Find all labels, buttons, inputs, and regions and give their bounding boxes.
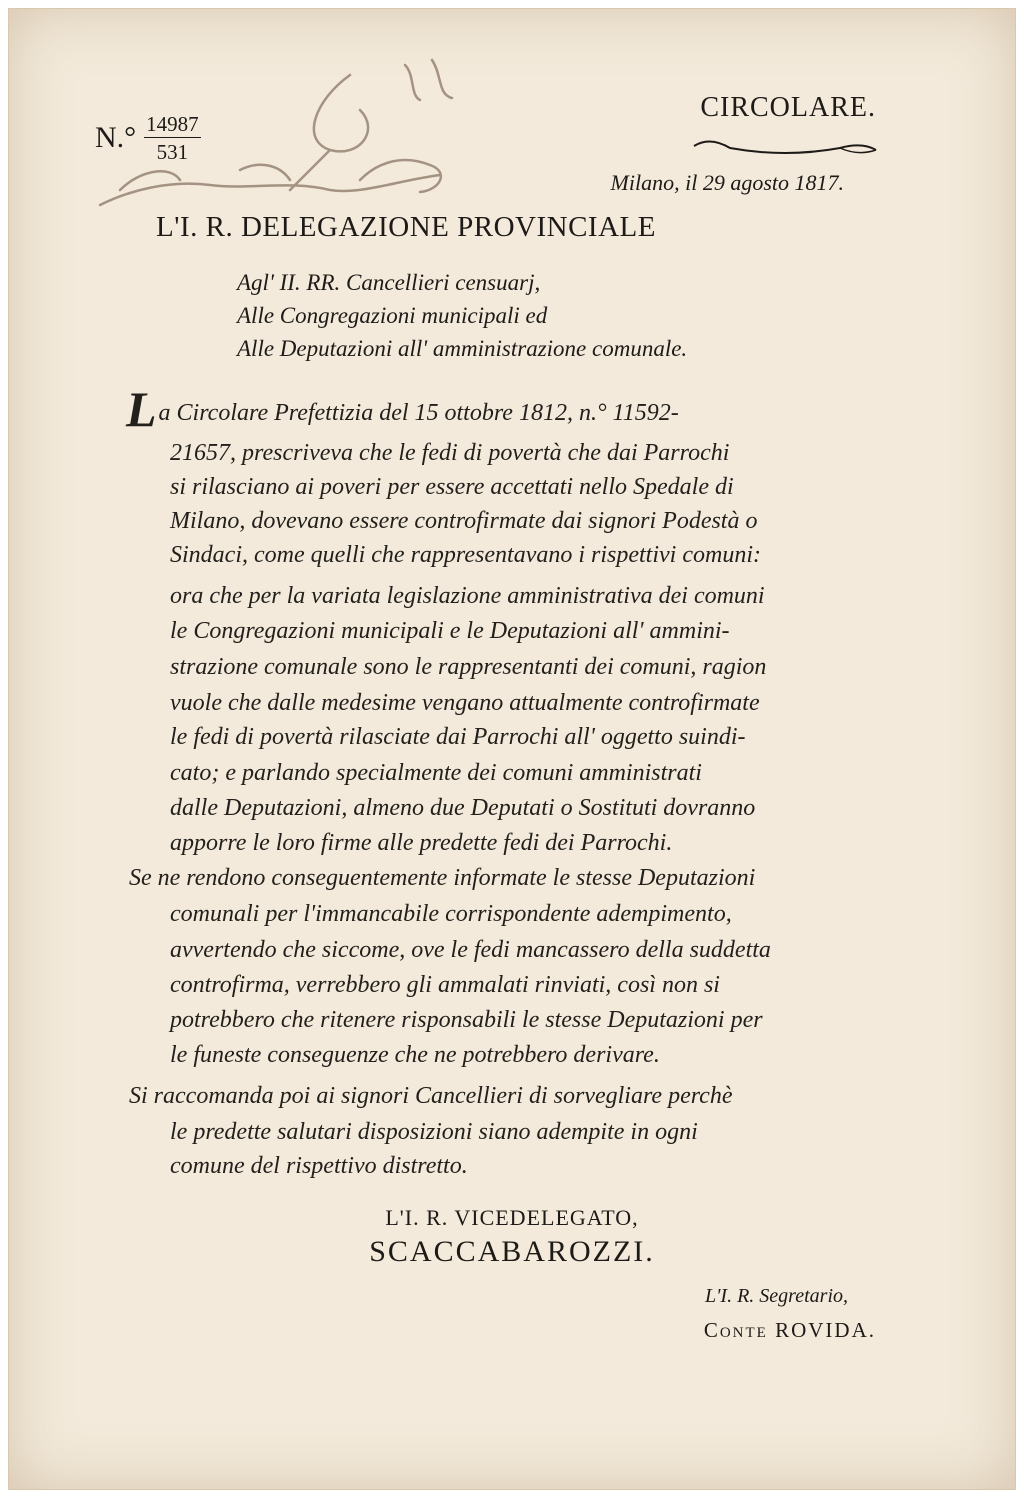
document-type: CIRCOLARE.	[700, 92, 876, 123]
body-line: 21657, prescriveva che le fedi di povertà che dai Parrochi	[170, 440, 730, 466]
body-line: apporre le loro firme alle predette fedi dei Parrochi.	[170, 830, 673, 856]
body-line: Milano, dovevano essere controfirmate dai signori Podestà o	[170, 508, 758, 534]
signatory-name: SCACCABAROZZI.	[369, 1235, 655, 1268]
number-top: 14987	[146, 112, 199, 136]
secretary-role: L'I. R. Segretario,	[705, 1285, 848, 1307]
body-line: le predette salutari disposizioni siano adempite in ogni	[170, 1119, 698, 1145]
body-line: ora che per la variata legislazione amministrativa dei comuni	[170, 583, 765, 609]
drop-cap: L	[126, 381, 157, 437]
addressee-line: Alle Deputazioni all' amministrazione comunale.	[237, 336, 688, 361]
circular-number	[95, 112, 201, 164]
number-bottom: 531	[156, 140, 189, 164]
addressee-line: Alle Congregazioni municipali ed	[237, 303, 548, 328]
body-first-line	[126, 381, 679, 437]
body-line: strazione comunale sono le rappresentanti dei comuni, ragion	[170, 654, 767, 680]
body-line: controfirma, verrebbero gli ammalati rinviati, così non si	[170, 972, 720, 998]
dateline: Milano, il 29 agosto 1817.	[610, 170, 844, 195]
body-line: comune del rispettivo distretto.	[170, 1153, 468, 1179]
ornament-swash	[690, 132, 880, 162]
body-paragraph-start: Se ne rendono conseguentemente informate le stesse Deputazioni	[129, 865, 756, 891]
body-line: cato; e parlando specialmente dei comuni amministrati	[170, 760, 702, 786]
number-prefix: N.°	[95, 121, 137, 154]
body-line: avvertendo che siccome, ove le fedi mancassero della suddetta	[170, 937, 771, 963]
addressee-line: Agl' II. RR. Cancellieri censuarj,	[237, 270, 541, 295]
body-line: le funeste conseguenze che ne potrebbero derivare.	[170, 1042, 660, 1068]
signatory-role: L'I. R. VICEDELEGATO,	[385, 1205, 639, 1230]
body-line: dalle Deputazioni, almeno due Deputati o Sostituti dovranno	[170, 795, 756, 821]
body-line: vuole che dalle medesime vengano attualmente controfirmate	[170, 690, 760, 716]
body-line: si rilasciano ai poveri per essere accettati nello Spedale di	[170, 474, 734, 500]
body-line: comunali per l'immancabile corrispondente adempimento,	[170, 901, 732, 927]
body-line: le Congregazioni municipali e le Deputazioni all' ammini-	[170, 618, 730, 644]
body-line: a Circolare Prefettizia del 15 ottobre 1812, n.° 11592-	[158, 400, 679, 426]
body-line: le fedi di povertà rilasciate dai Parrochi all' oggetto suindi-	[170, 724, 746, 750]
body-line: Sindaci, come quelli che rappresentavano i rispettivi comuni:	[170, 542, 761, 568]
body-line: potrebbero che ritenere risponsabili le stesse Deputazioni per	[170, 1007, 763, 1033]
body-paragraph-start: Si raccomanda poi ai signori Cancellieri di sorvegliare perchè	[129, 1083, 733, 1109]
document-title: L'I. R. DELEGAZIONE PROVINCIALE	[156, 211, 656, 243]
number-fraction	[144, 112, 201, 164]
secretary-name: Conte ROVIDA.	[703, 1318, 876, 1342]
